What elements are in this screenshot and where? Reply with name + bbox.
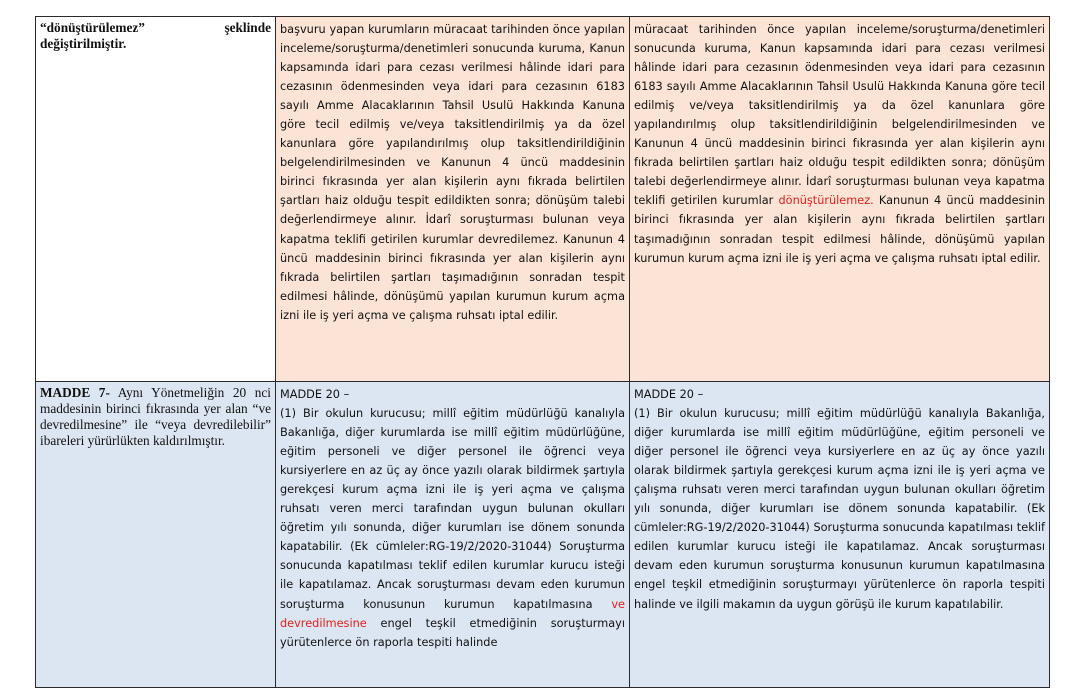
amendment-text: “dönüştürülemez” şeklinde değiştirilmiştir. [40,20,271,51]
table-row [36,17,1050,382]
amendment-body: Aynı Yönetmeliğin 20 nci maddesinin birinci fıkrasında yer alan “ve devredilmesine” ile “veya devredilebilir” ibareleri yürürlükten kaldırılmıştır. [40,385,271,448]
article-title: MADDE 20 – [280,388,350,401]
current-text-cell [276,382,630,688]
current-text-cell [276,17,630,382]
table-row [36,382,1050,688]
current-text-part-1: (1) Bir okulun kurucusu; millî eğitim müdürlüğü kanalıyla Bakanlığa, diğer kurumlarda ise millî eğitim müdürlüğüne, eğitim personeli ve diğer personel ile öğrenci veya kursiyerlere en az üç ay önce yazılı olarak bildirmek şartıyla gerekçesi kurum açma izni ile iş yeri açma ve çalışma ruhsatı veren merci tarafından uygun bulunan okulları öğretim yılı sonunda, diğer kurumları ise dönem sonunda kapatabilir. (Ek cümleler:RG-19/2/2020-31044) Soruşturma sonucunda kapatılması teklif edilen kurumlar kurucu isteği ile kapatılamaz. Ancak soruşturması devam eden kurumun soruşturma konusunun kurumun kapatılmasına [280,407,625,611]
new-text-cell [630,17,1050,382]
highlighted-removal: ve devredilmesine [280,597,625,630]
new-text [634,20,1045,268]
current-text [280,404,625,652]
new-text-part-2: Kanunun 4 üncü maddesinin birinci fıkrasında yer alan kişilerin aynı fıkrada belirtilen şartları taşımadığının sonradan tespit edilmesi hâlinde, dönüşümü yapılan kurumun kurum açma izni ile iş yeri açma ve çalışma ruhsatı iptal edilir. [634,194,1046,265]
comparison-table [35,16,1050,688]
amendment-text [40,385,271,449]
new-text: (1) Bir okulun kurucusu; millî eğitim müdürlüğü kanalıyla Bakanlığa, diğer kurumlarda ise millî eğitim müdürlüğüne, eğitim personeli ve diğer personel ile öğrenci veya kursiyerlere en az üç ay önce yazılı olarak bildirmek şartıyla gerekçesi kurum açma izni ile iş yeri açma ve çalışma ruhsatı veren merci tarafından uygun bulunan okulları öğretim yılı sonunda, diğer kurumları ise dönem sonunda kapatabilir. (Ek cümleler:RG-19/2/2020-31044) Soruşturma sonucunda kapatılması teklif edilen kurumlar kurucu isteği ile kapatılamaz. Ancak soruşturması devam eden kurumun soruşturma konusunun kurumun kapatılmasına engel teşkil etmediğinin soruşturmayı yürütenlerce ön raporla tespiti halinde ve ilgili makamın da uygun görüşü ile kurum kapatılabilir. [634,407,1045,611]
new-text-cell [630,382,1050,688]
new-text-part-1: müracaat tarihinden önce yapılan inceleme/soruşturma/denetimleri sonucunda kuruma, Kanun kapsamında idari para cezası verilmesi hâlinde idari para cezasının ödenmesinden veya idari para cezasının 6183 sayılı Amme Alacaklarının Tahsil Usulü Hakkında Kanuna göre tecil edilmiş ve/veya taksitlendirilmiş ya da özel kanunlara göre yapılandırılmış olup taksitlendirildiğinin belgelendirilmesinden ve Kanunun 4 üncü maddesinin birinci fıkrasında yer alan kişilerin aynı fıkrada belirtilen şartları haiz olduğu tespit edildikten sonra; dönüşüm talebi değerlendirmeye alınır. İdarî soruşturması bulunan veya kapatma teklifi getirilen kurumlar [634,23,1045,208]
article-heading: MADDE 7- [40,385,110,400]
highlighted-change: dönüştürülemez. [778,194,874,208]
amendment-cell [36,17,276,382]
article-title: MADDE 20 – [634,388,704,401]
amendment-cell [36,382,276,688]
current-text-part-2: engel teşkil etmediğinin soruşturmayı yürütenlerce ön raporla tespiti halinde [280,616,625,649]
current-text: başvuru yapan kurumların müracaat tarihinden önce yapılan inceleme/soruşturma/denetimleri sonucunda kuruma, Kanun kapsamında idari para cezası verilmesi hâlinde idari para cezasının ödenmesinden veya idari para cezasının 6183 sayılı Amme Alacaklarının Tahsil Usulü Hakkında Kanuna göre tecil edilmiş ve/veya taksitlendirilmiş ya da özel kanunlara göre yapılandırılmış olup taksitlendirildiğinin belgelendirilmesinden ve Kanunun 4 üncü maddesinin birinci fıkrasında yer alan kişilerin aynı fıkrada belirtilen şartları haiz olduğu tespit edildikten sonra; dönüşüm talebi değerlendirmeye alınır. İdarî soruşturması bulunan veya kapatma teklifi getirilen kurumlar devredilemez. Kanunun 4 üncü maddesinin birinci fıkrasında yer alan kişilerin aynı fıkrada belirtilen şartları taşımadığının sonradan tespit edilmesi hâlinde, dönüşümü yapılan kurumun kurum açma izni ile iş yeri açma ve çalışma ruhsatı iptal edilir. [280,23,625,322]
